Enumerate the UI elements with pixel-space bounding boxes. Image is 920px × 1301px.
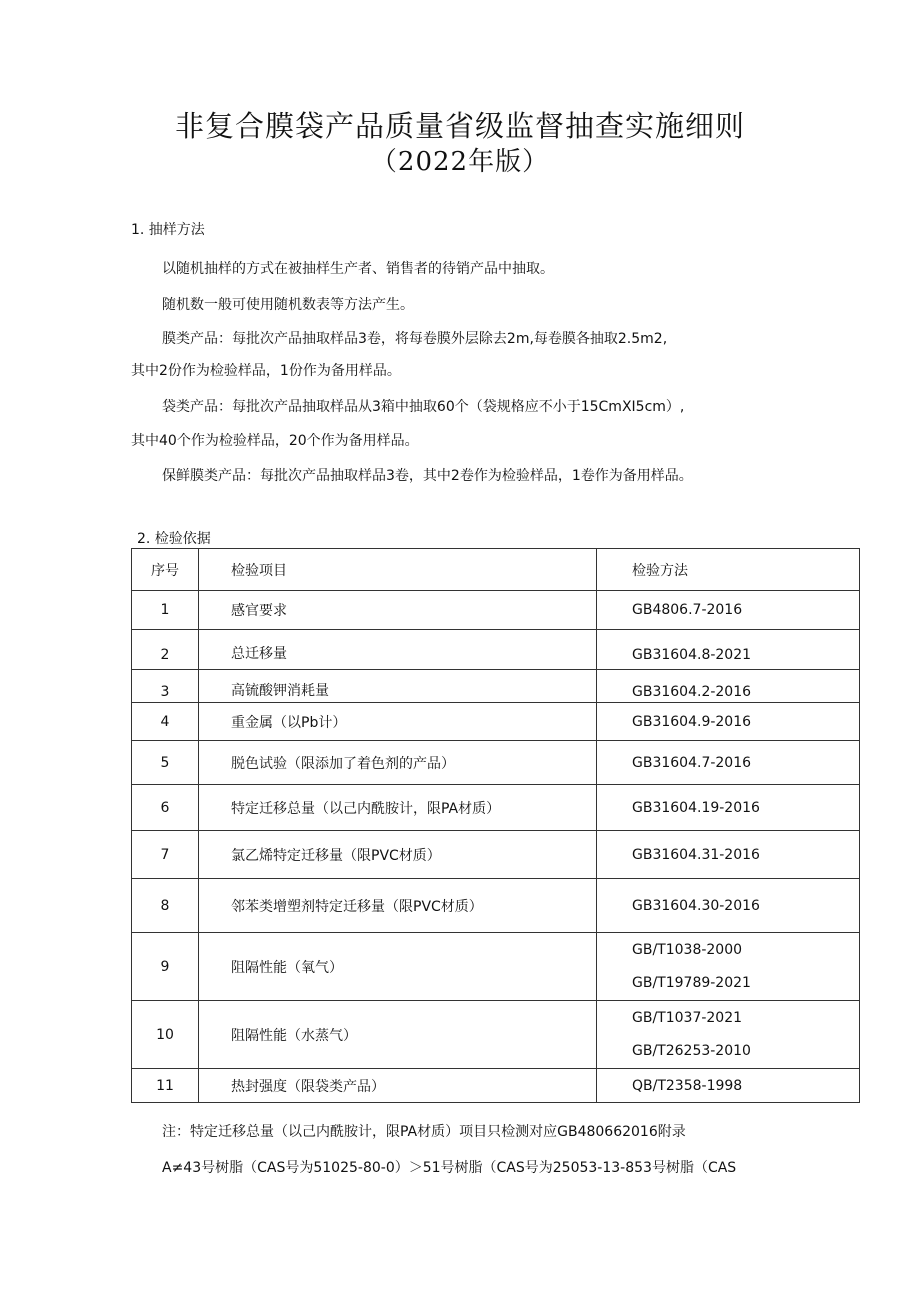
- row-number: 10: [132, 1001, 199, 1069]
- table-row: [132, 703, 860, 741]
- inspection-item: 特定迁移总量（以己内酰胺计，限PA材质）: [199, 785, 597, 831]
- row-number: 5: [132, 741, 199, 785]
- document-title: 非复合膜袋产品质量省级监督抽查实施细则: [174, 109, 745, 143]
- table-row: [132, 879, 860, 933]
- inspection-method: [597, 630, 860, 670]
- table-row: [132, 1001, 860, 1069]
- column-header: 检验项目: [199, 549, 597, 591]
- inspection-item: 高锍酸钾消耗量: [199, 670, 597, 703]
- method-standard: GB31604.30-2016: [632, 897, 760, 914]
- table-row: [132, 933, 860, 1001]
- method-standard: GB31604.19-2016: [632, 799, 760, 816]
- method-standard: GB31604.31-2016: [632, 846, 760, 863]
- table-row: [132, 831, 860, 879]
- method-standard: GB/T1038-2000: [632, 941, 743, 958]
- paragraph: 袋类产品：每批次产品抽取样品从3箱中抽取60个（袋规格应不小于15CmXI5cm）,: [162, 399, 685, 415]
- inspection-item: 氯乙烯特定迁移量（限PVC材质）: [199, 831, 597, 879]
- section-heading-basis: 2. 检验依据: [137, 531, 211, 547]
- table-row: [132, 591, 860, 630]
- inspection-method: [597, 741, 860, 785]
- inspection-item: 热封强度（限袋类产品）: [199, 1069, 597, 1103]
- row-number: 3: [132, 670, 199, 703]
- table-row: [132, 741, 860, 785]
- paragraph: 其中40个作为检验样品，20个作为备用样品。: [131, 433, 419, 449]
- column-header: 检验方法: [597, 549, 860, 591]
- row-number: 1: [132, 591, 199, 630]
- row-number: 7: [132, 831, 199, 879]
- document-subtitle: （2022年版）: [370, 147, 550, 177]
- note-line: 注：特定迁移总量（以己内酰胺计，限PA材质）项目只检测对应GB480662016附录: [162, 1124, 686, 1140]
- table-row: [132, 1069, 860, 1103]
- paragraph: 保鲜膜类产品：每批次产品抽取样品3卷，其中2卷作为检验样品，1卷作为备用样品。: [162, 468, 693, 484]
- inspection-method: [597, 1001, 860, 1069]
- row-number: 9: [132, 933, 199, 1001]
- row-number: 6: [132, 785, 199, 831]
- method-standard: GB31604.2-2016: [632, 684, 752, 700]
- table-header-row: [132, 549, 860, 591]
- inspection-method: [597, 831, 860, 879]
- method-standard: GB31604.8-2021: [632, 647, 752, 663]
- table-row: [132, 630, 860, 670]
- inspection-item: 感官要求: [199, 591, 597, 630]
- paragraph: 膜类产品：每批次产品抽取样品3卷，将每卷膜外层除去2m,每卷膜各抽取2.5m2,: [162, 331, 668, 347]
- inspection-method: [597, 879, 860, 933]
- method-standard: GB31604.9-2016: [632, 713, 752, 730]
- inspection-method: [597, 785, 860, 831]
- inspection-method: [597, 591, 860, 630]
- method-standard: GB/T19789-2021: [632, 974, 751, 991]
- row-number: 4: [132, 703, 199, 741]
- method-standard: GB/T26253-2010: [632, 1042, 751, 1059]
- inspection-method: [597, 1069, 860, 1103]
- method-standard: GB/T1037-2021: [632, 1009, 743, 1026]
- method-standard: QB/T2358-1998: [632, 1077, 743, 1094]
- inspection-item: 脱色试验（限添加了着色剂的产品）: [199, 741, 597, 785]
- paragraph: 其中2份作为检验样品，1份作为备用样品。: [131, 363, 401, 379]
- row-number: 11: [132, 1069, 199, 1103]
- inspection-item: 阻隔性能（水蒸气）: [199, 1001, 597, 1069]
- inspection-item: 邻苯类增塑剂特定迁移量（限PVC材质）: [199, 879, 597, 933]
- paragraph: 以随机抽样的方式在被抽样生产者、销售者的待销产品中抽取。: [162, 261, 554, 277]
- column-header: 序号: [132, 549, 199, 591]
- inspection-item: 重金属（以Pb计）: [199, 703, 597, 741]
- method-standard: GB31604.7-2016: [632, 754, 752, 771]
- inspection-method: [597, 703, 860, 741]
- table-row: [132, 670, 860, 703]
- inspection-method: [597, 933, 860, 1001]
- row-number: 2: [132, 630, 199, 670]
- method-standard: GB4806.7-2016: [632, 602, 743, 618]
- inspection-item: 阻隔性能（氧气）: [199, 933, 597, 1001]
- paragraph: 随机数一般可使用随机数表等方法产生。: [162, 297, 414, 313]
- section-heading-sampling: 1. 抽样方法: [131, 222, 205, 238]
- row-number: 8: [132, 879, 199, 933]
- inspection-method: [597, 670, 860, 703]
- inspection-table: [131, 548, 860, 1103]
- note-line: A≠43号树脂（CAS号为51025-80-0）＞51号树脂（CAS号为25053-13-853号树脂（CAS: [162, 1160, 737, 1176]
- inspection-item: 总迁移量: [199, 630, 597, 670]
- table-row: [132, 785, 860, 831]
